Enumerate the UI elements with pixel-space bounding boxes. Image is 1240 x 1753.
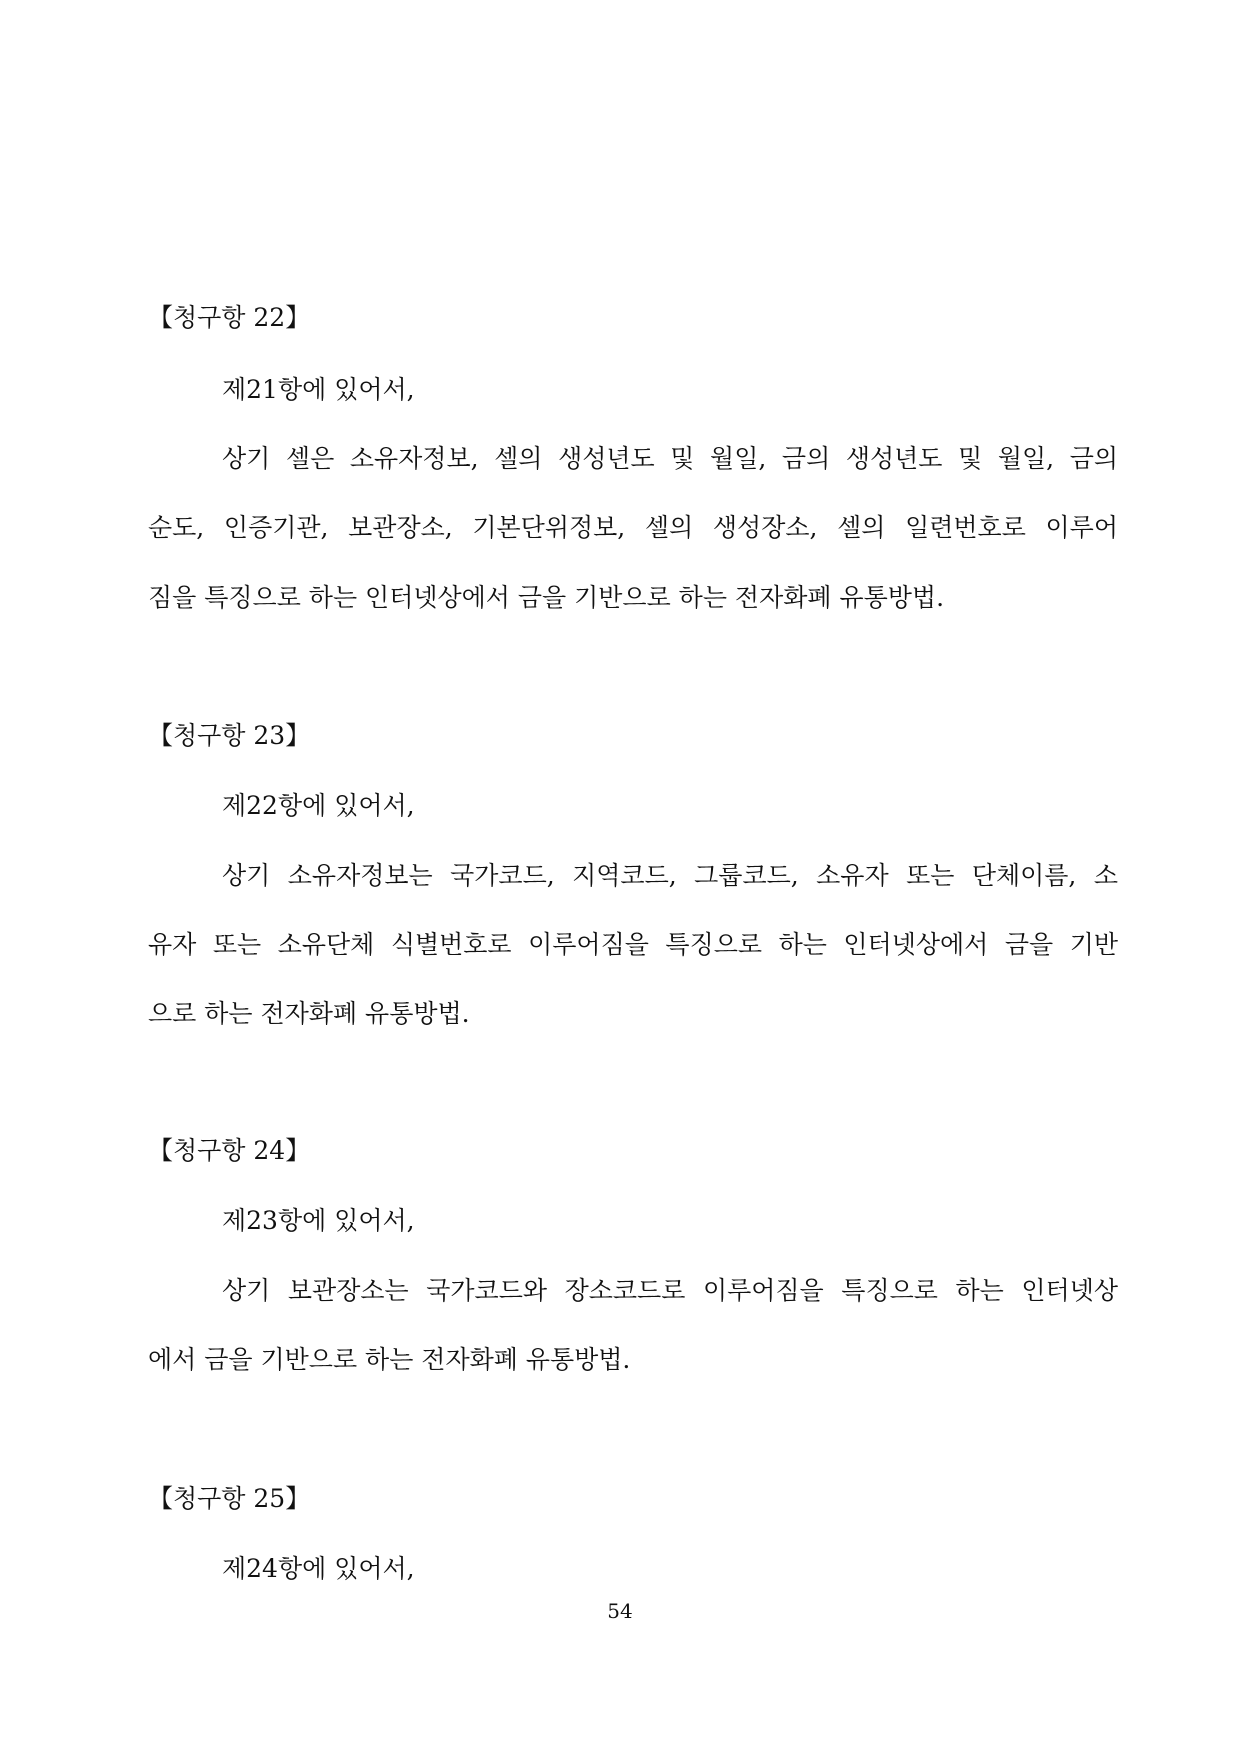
claim-body-line: 짐을 특징으로 하는 인터넷상에서 금을 기반으로 하는 전자화폐 유통방법. bbox=[148, 583, 945, 612]
claim-reference: 제23항에 있어서, bbox=[222, 1206, 415, 1235]
claim-body-line: 상기 셀은 소유자정보, 셀의 생성년도 및 월일, 금의 생성년도 및 월일, 금의 bbox=[222, 444, 1118, 473]
claim-body-line: 순도, 인증기관, 보관장소, 기본단위정보, 셀의 생성장소, 셀의 일련번호로 이루어 bbox=[148, 513, 1118, 542]
claim-reference: 제22항에 있어서, bbox=[222, 791, 415, 820]
claim-body-line: 상기 소유자정보는 국가코드, 지역코드, 그룹코드, 소유자 또는 단체이름, 소 bbox=[222, 861, 1118, 890]
claim-heading: 【청구항 23】 bbox=[148, 721, 311, 750]
claim-body-line: 상기 보관장소는 국가코드와 장소코드로 이루어짐을 특징으로 하는 인터넷상 bbox=[222, 1276, 1118, 1305]
claim-reference: 제24항에 있어서, bbox=[222, 1554, 415, 1583]
claim-reference: 제21항에 있어서, bbox=[222, 375, 415, 404]
page-number: 54 bbox=[607, 1599, 633, 1623]
claim-body-line: 유자 또는 소유단체 식별번호로 이루어짐을 특징으로 하는 인터넷상에서 금을 기반 bbox=[148, 930, 1118, 959]
claim-body-line: 으로 하는 전자화폐 유통방법. bbox=[148, 999, 470, 1028]
claim-body-line: 에서 금을 기반으로 하는 전자화폐 유통방법. bbox=[148, 1345, 631, 1374]
claim-heading: 【청구항 22】 bbox=[148, 303, 311, 332]
claim-heading: 【청구항 25】 bbox=[148, 1484, 311, 1513]
claim-heading: 【청구항 24】 bbox=[148, 1136, 311, 1165]
